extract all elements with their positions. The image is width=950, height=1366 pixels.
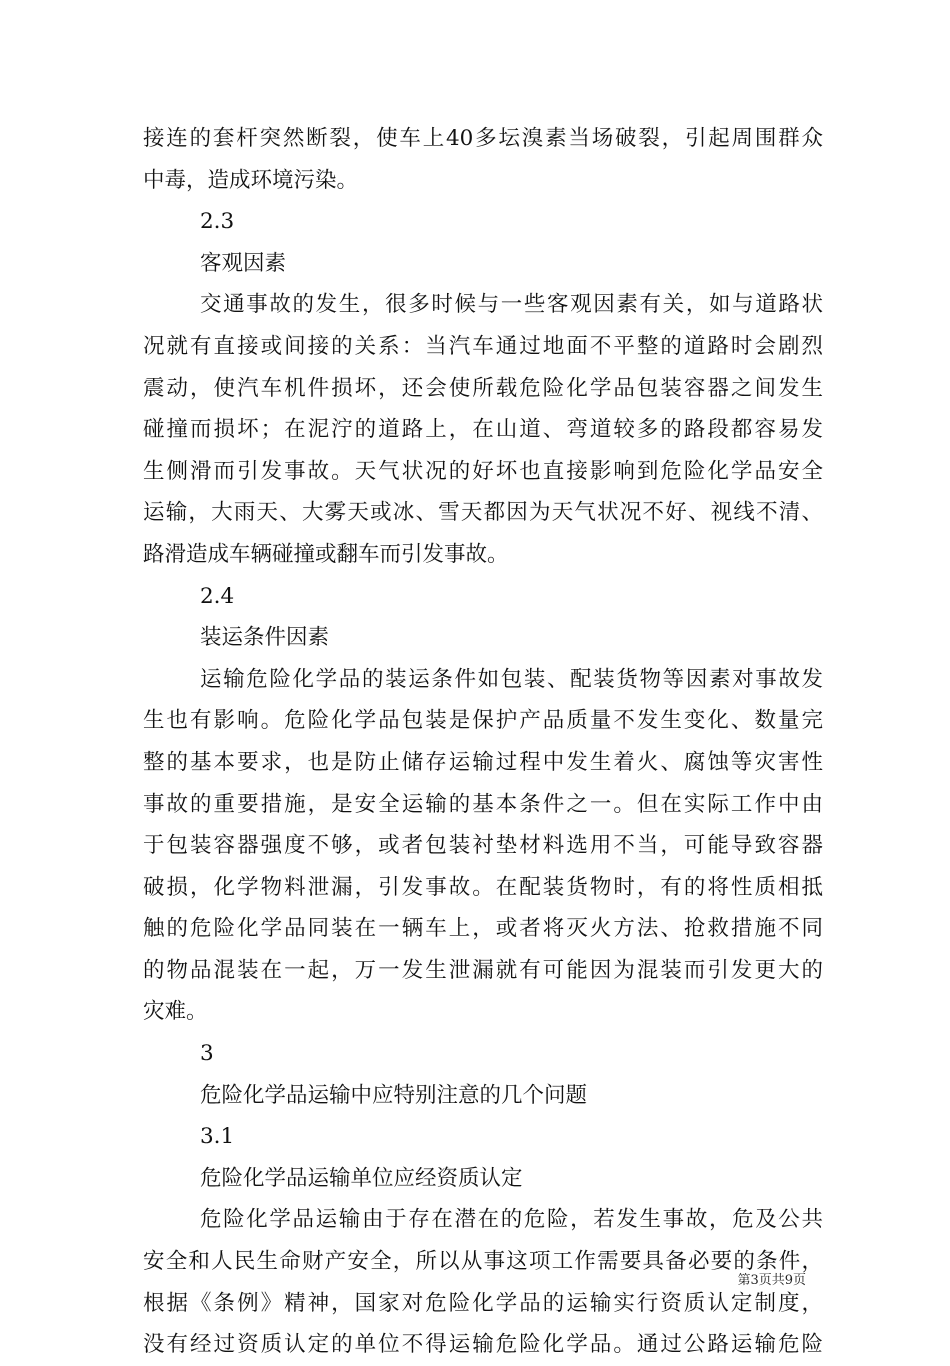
section-heading: 危险化学品运输单位应经资质认定 [200,1165,523,1191]
section-number: 3.1 [200,1124,235,1150]
section-number: 2.3 [200,209,235,235]
text-line: 整的基本要求，也是防止储存运输过程中发生着火、腐蚀等灾害性 [143,749,823,775]
page-footer: 第3页共9页 [737,1273,806,1288]
text-line: 交通事故的发生，很多时候与一些客观因素有关，如与道路状 [200,292,823,318]
text-line: 事故的重要措施，是安全运输的基本条件之一。但在实际工作中由 [143,791,823,817]
text-line: 没有经过资质认定的单位不得运输危险化学品。通过公路运输危险 [143,1332,823,1358]
text-line: 运输，大雨天、大雾天或冰、雪天都因为天气状况不好、视线不清、 [143,500,823,526]
text-line: 生也有影响。危险化学品包装是保护产品质量不发生变化、数量完 [143,708,823,734]
text-line: 生侧滑而引发事故。天气状况的好坏也直接影响到危险化学品安全 [143,458,823,484]
section-heading: 客观因素 [200,250,287,276]
text-line: 破损，化学物料泄漏，引发事故。在配装货物时，有的将性质相抵 [143,874,823,900]
text-line: 安全和人民生命财产安全，所以从事这项工作需要具备必要的条件， [143,1249,823,1275]
body-text [143,118,823,1366]
section-heading: 装运条件因素 [200,625,330,651]
text-line: 碰撞而损坏；在泥泞的道路上，在山道、弯道较多的路段都容易发 [143,417,823,443]
text-line: 震动，使汽车机件损坏，还会使所载危险化学品包装容器之间发生 [143,375,823,401]
text-line: 运输危险化学品的装运条件如包装、配装货物等因素对事故发 [200,666,823,692]
section-heading: 危险化学品运输中应特别注意的几个问题 [200,1082,588,1108]
text-line: 况就有直接或间接的关系：当汽车通过地面不平整的道路时会剧烈 [143,333,823,359]
text-line: 灾难。 [143,999,208,1025]
text-line: 中毒，造成环境污染。 [143,167,359,193]
section-number: 2.4 [200,583,235,609]
text-line: 于包装容器强度不够，或者包装衬垫材料选用不当，可能导致容器 [143,833,823,859]
section-number: 3 [200,1041,214,1067]
text-line: 危险化学品运输由于存在潜在的危险，若发生事故，危及公共 [200,1207,823,1233]
text-line: 触的危险化学品同装在一辆车上，或者将灭火方法、抢救措施不同 [143,916,823,942]
text-line: 根据《条例》精神，国家对危险化学品的运输实行资质认定制度， [143,1290,823,1316]
text-line: 路滑造成车辆碰撞或翻车而引发事故。 [143,541,509,567]
text-line: 接连的套杆突然断裂，使车上40多坛溴素当场破裂，引起周围群众 [143,126,823,151]
text-line: 的物品混装在一起，万一发生泄漏就有可能因为混装而引发更大的 [143,957,823,983]
